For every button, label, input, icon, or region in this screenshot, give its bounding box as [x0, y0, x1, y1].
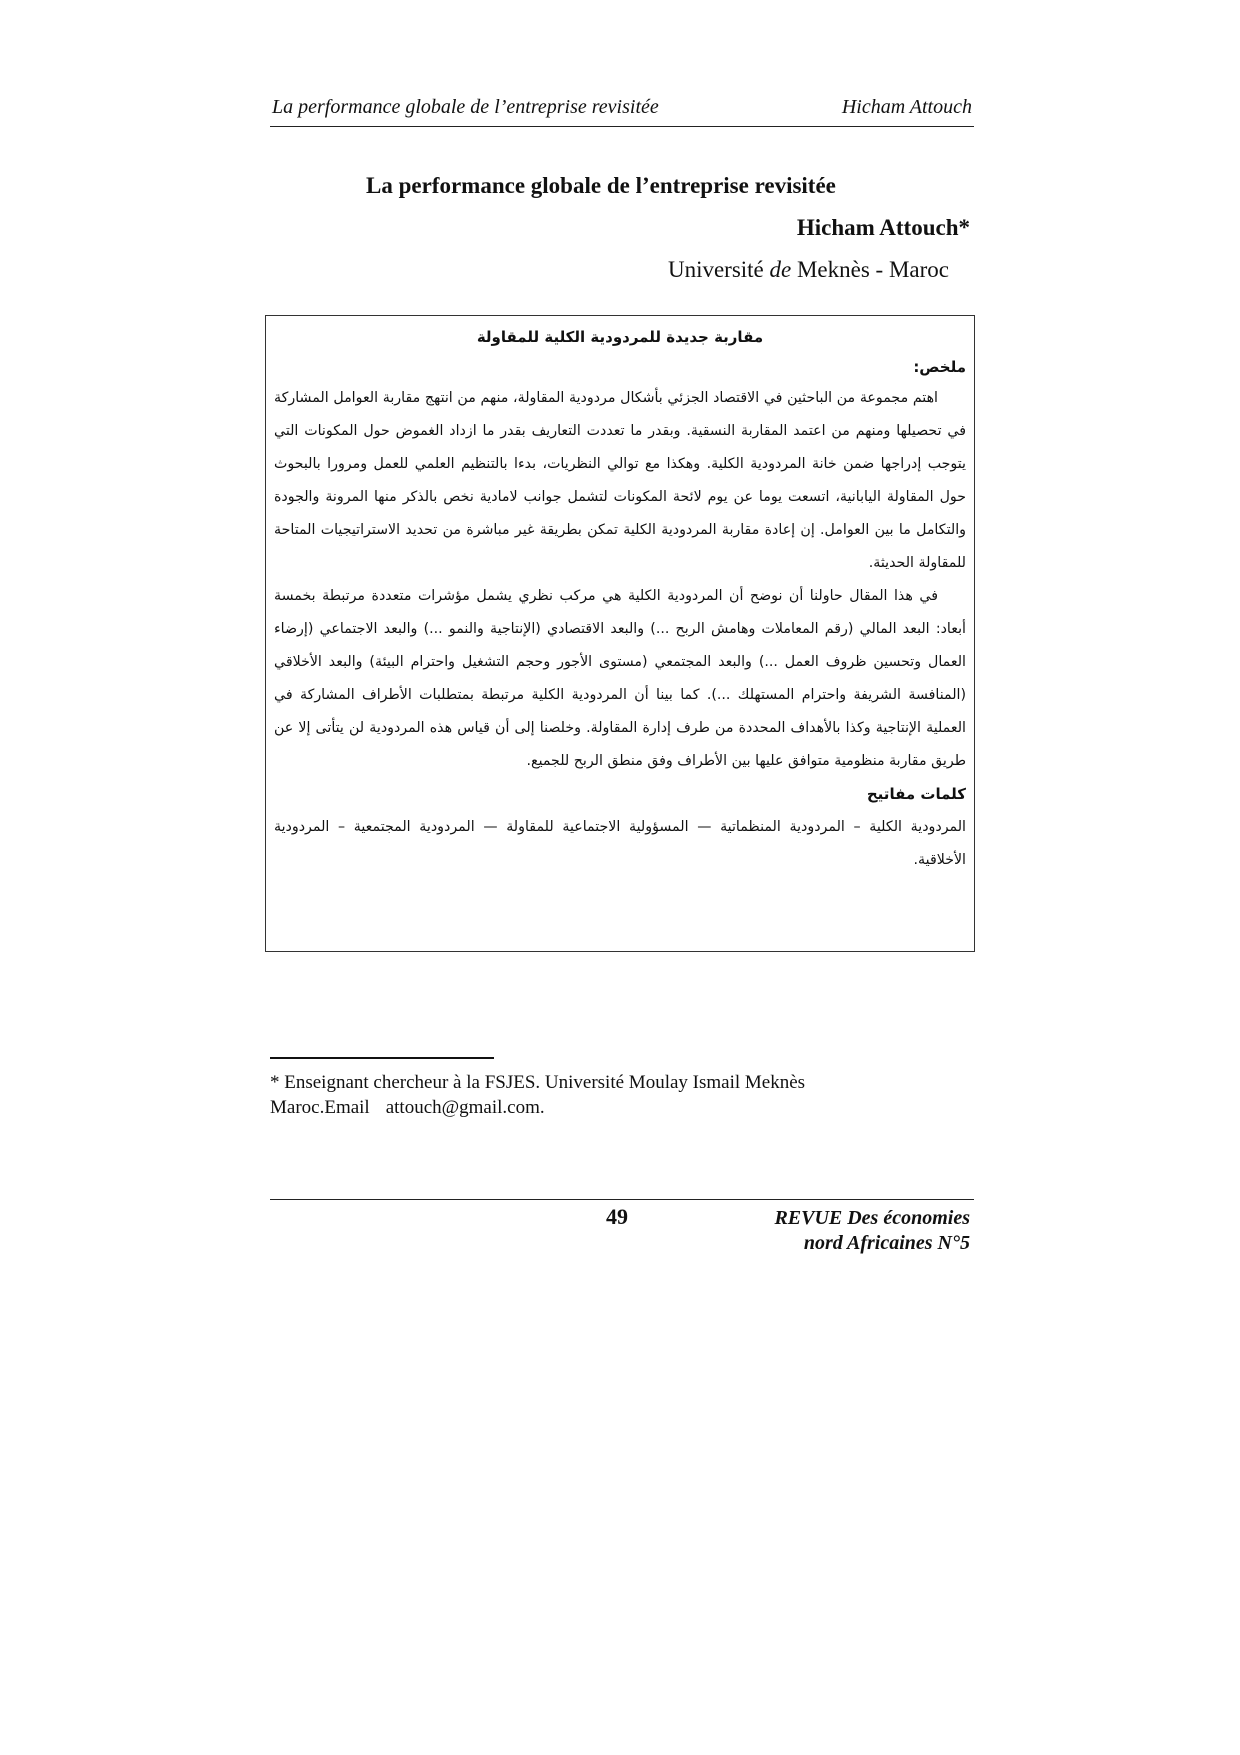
running-header-title: La performance globale de l’entreprise revisitée [272, 96, 659, 118]
footnote [270, 1070, 910, 1120]
affiliation [668, 257, 949, 283]
affiliation-suffix: Meknès - Maroc [791, 257, 949, 282]
arabic-abstract-box [265, 315, 975, 952]
footnote-separator [270, 1057, 494, 1059]
page-number: 49 [606, 1204, 628, 1229]
running-header [270, 96, 974, 127]
abstract-paragraph-2: في هذا المقال حاولنا أن نوضح أن المردودية الكلية هي مركب نظري يشمل مؤشرات متعددة مرتبطة بخمسة أبعاد: البعد المالي (رقم المعاملات وهامش الربح ...) والبعد الاقتصادي (الإنتاجية والنمو ...) والبعد الاجتماعي (إرضاء العمال وتحسين ظروف العمل ...) والبعد المجتمعي (مستوى الأجور وحجم التشغيل واحترام البيئة) والبعد الأخلاقي (المنافسة الشريفة واحترام المستهلك ...). كما بينا أن المردودية الكلية مرتبطة بمتطلبات الأطراف المشاركة في العملية الإنتاجية وكذا بالأهداف المحددة من طرف إدارة المقاولة. وخلصنا إلى أن قياس هذه المردودية لن يتأتى إلا عن طريق مقاربة منظومية متوافق عليها بين الأطراف وفق منطق الربح للجميع. [274, 588, 966, 769]
keywords-label: كلمات مفاتيح [866, 785, 966, 803]
affiliation-italic: de [769, 257, 792, 282]
footer-rule [270, 1199, 974, 1200]
abstract-title: مقاربة جديدة للمردودية الكلية للمقاولة [476, 328, 764, 346]
paper-title: La performance globale de l’entreprise revisitée [366, 173, 836, 198]
abstract-paragraph-1: اهتم مجموعة من الباحثين في الاقتصاد الجزئي بأشكال مردودية المقاولة، منهم من انتهج مقاربة العوامل المشاركة في تحصيلها ومنهم من اعتمد المقاربة النسقية. وبقدر ما تعددت التعاريف بقدر ما ازداد الغموض حول المكونات التي يتوجب إدراجها ضمن خانة المردودية الكلية. وهكذا مع توالي النظريات، بدءا بالتنظيم العلمي للعمل ومرورا بالبحوث حول المقاولة اليابانية، اتسعت يوما عن يوم لائحة المكونات لتشمل جوانب لامادية نخص بالذكر منها المرونة والجودة والتكامل ما بين العوامل. إن إعادة مقاربة المردودية الكلية تمكن بطريقة غير مباشرة من تحديد الاستراتيجيات المتاحة للمقاولة الحديثة. [274, 390, 966, 571]
footnote-line-1: * Enseignant chercheur à la FSJES. Université Moulay Ismail Meknès [270, 1072, 806, 1093]
running-header-author: Hicham Attouch [841, 96, 972, 118]
journal-name [774, 1206, 970, 1256]
author-name: Hicham Attouch* [796, 215, 970, 240]
abstract-label: ملخص: [913, 358, 966, 376]
journal-line-1: REVUE Des économies [774, 1207, 970, 1229]
keywords-text: المردودية الكلية – المردودية المنظماتية — المسؤولية الاجتماعية للمقاولة — المردودية المجتمعية – المردودية الأخلاقية. [274, 819, 966, 868]
footnote-email-label: Maroc.Email [270, 1097, 370, 1118]
footnote-line-2 [270, 1095, 910, 1120]
affiliation-prefix: Université [667, 257, 770, 282]
journal-line-2: nord Africaines N°5 [803, 1232, 970, 1254]
footnote-email: attouch@gmail.com. [385, 1097, 545, 1118]
